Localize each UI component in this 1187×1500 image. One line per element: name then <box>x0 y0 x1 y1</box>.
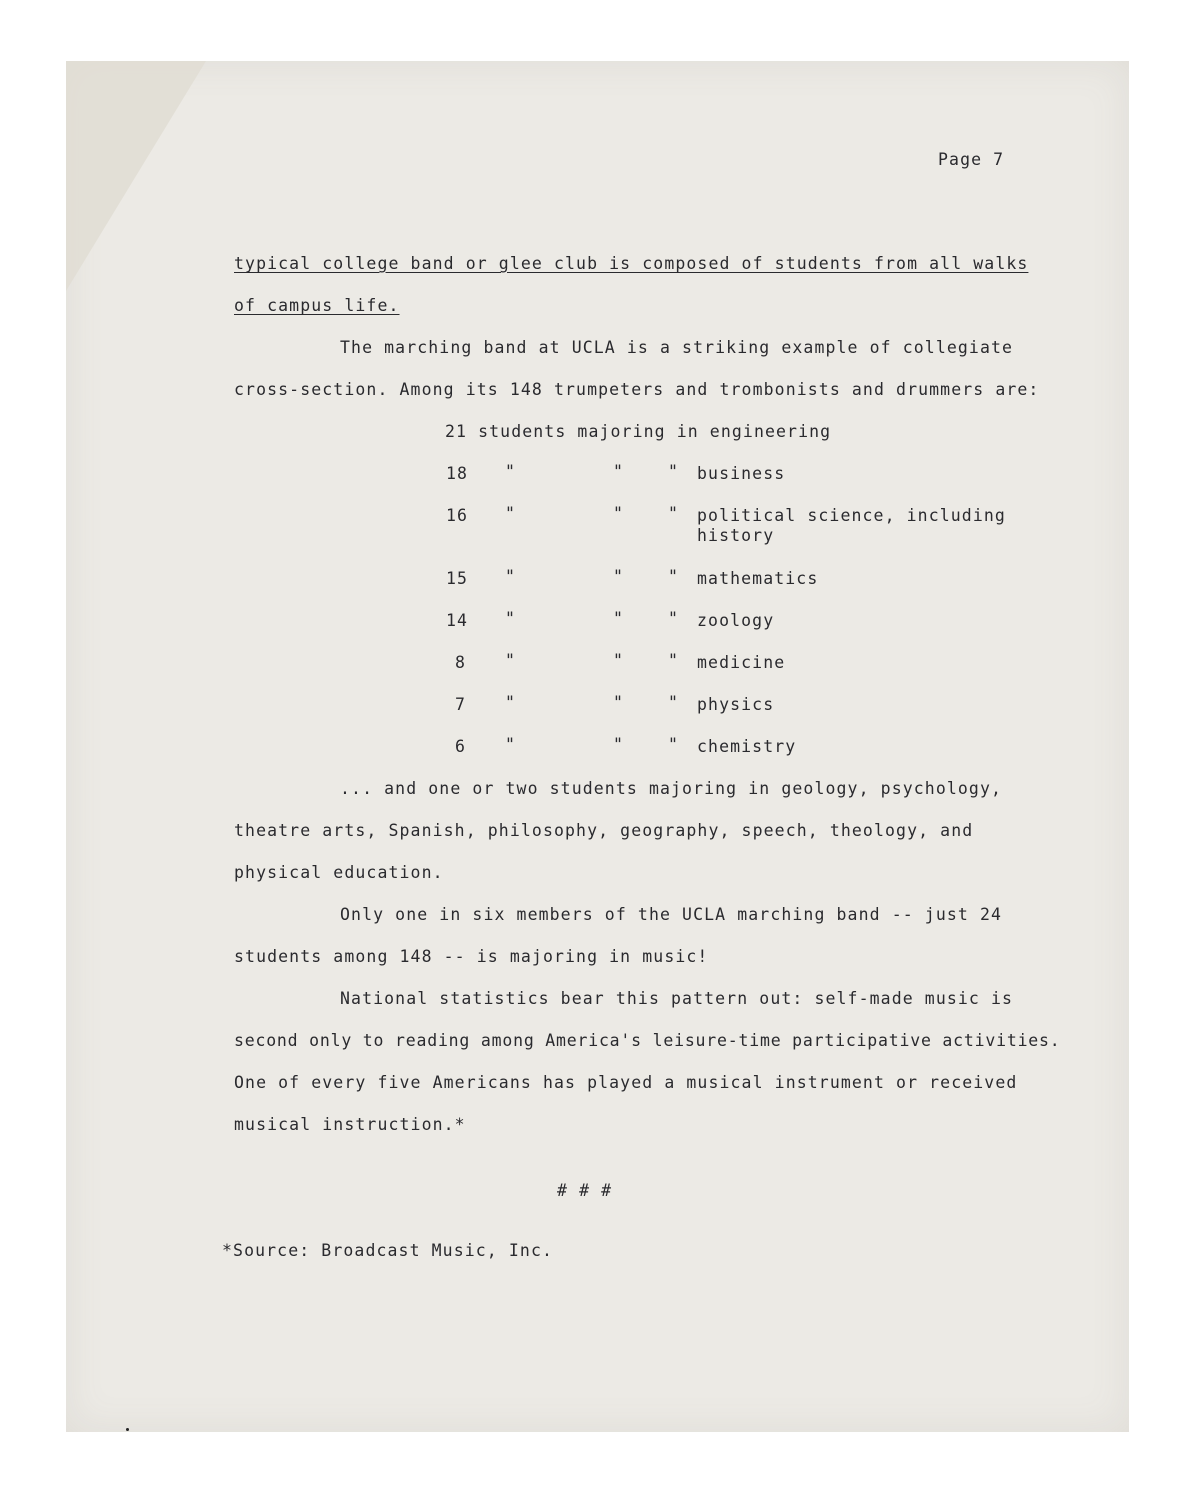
paragraph4-line-1: National statistics bear this pattern out: self-made music is <box>340 989 1014 1008</box>
page-number: Page 7 <box>938 150 1005 169</box>
major-subject-continued: history <box>697 526 775 545</box>
intro-line-2: of campus life. <box>234 296 400 315</box>
ditto-mark: " <box>505 609 517 628</box>
speck <box>126 1428 129 1431</box>
ditto-mark: " <box>613 693 625 712</box>
ditto-mark: " <box>505 504 517 523</box>
ditto-mark: " <box>668 735 680 754</box>
ditto-mark: " <box>505 693 517 712</box>
paragraph2-line-1: ... and one or two students majoring in geology, psychology, <box>340 779 1003 798</box>
paragraph3-line-1: Only one in six members of the UCLA marching band -- just 24 <box>340 905 1003 924</box>
ditto-mark: " <box>505 735 517 754</box>
major-count: 8 <box>455 653 467 672</box>
major-count: 6 <box>455 737 467 756</box>
ditto-mark: " <box>668 504 680 523</box>
ditto-mark: " <box>668 462 680 481</box>
paragraph2-line-3: physical education. <box>234 863 444 882</box>
paragraph1-line-2: cross-section. Among its 148 trumpeters and trombonists and drummers are: <box>234 380 1040 399</box>
paragraph3-line-2: students among 148 -- is majoring in music! <box>234 947 709 966</box>
ditto-mark: " <box>613 567 625 586</box>
major-subject: political science, including <box>697 506 1006 525</box>
paragraph4-line-3: One of every five Americans has played a musical instrument or received <box>234 1073 1018 1092</box>
major-count: 7 <box>455 695 467 714</box>
major-count: 14 <box>446 611 469 630</box>
ditto-mark: " <box>668 609 680 628</box>
ditto-mark: " <box>505 651 517 670</box>
ditto-mark: " <box>668 693 680 712</box>
ditto-mark: " <box>505 462 517 481</box>
ditto-mark: " <box>505 567 517 586</box>
end-mark: # # # <box>557 1181 613 1200</box>
major-subject: medicine <box>697 653 786 672</box>
paragraph1-line-1: The marching band at UCLA is a striking example of collegiate <box>340 338 1014 357</box>
ditto-mark: " <box>668 567 680 586</box>
paragraph4-line-4: musical instruction.* <box>234 1115 466 1134</box>
folded-corner <box>66 61 206 291</box>
paragraph4-line-2: second only to reading among America's leisure-time participative activities. <box>234 1031 1061 1050</box>
footnote: *Source: Broadcast Music, Inc. <box>222 1241 554 1260</box>
majors-first-line: 21 students majoring in engineering <box>445 422 832 441</box>
ditto-mark: " <box>613 462 625 481</box>
ditto-mark: " <box>613 504 625 523</box>
ditto-mark: " <box>613 651 625 670</box>
intro-line-1: typical college band or glee club is composed of students from all walks <box>234 254 1029 273</box>
major-count: 18 <box>446 464 469 483</box>
major-subject: zoology <box>697 611 775 630</box>
major-subject: mathematics <box>697 569 819 588</box>
ditto-mark: " <box>668 651 680 670</box>
ditto-mark: " <box>613 735 625 754</box>
major-subject: business <box>697 464 786 483</box>
ditto-mark: " <box>613 609 625 628</box>
major-count: 15 <box>446 569 469 588</box>
major-subject: chemistry <box>697 737 797 756</box>
major-subject: physics <box>697 695 775 714</box>
paragraph2-line-2: theatre arts, Spanish, philosophy, geography, speech, theology, and <box>234 821 974 840</box>
major-count: 16 <box>446 506 469 525</box>
